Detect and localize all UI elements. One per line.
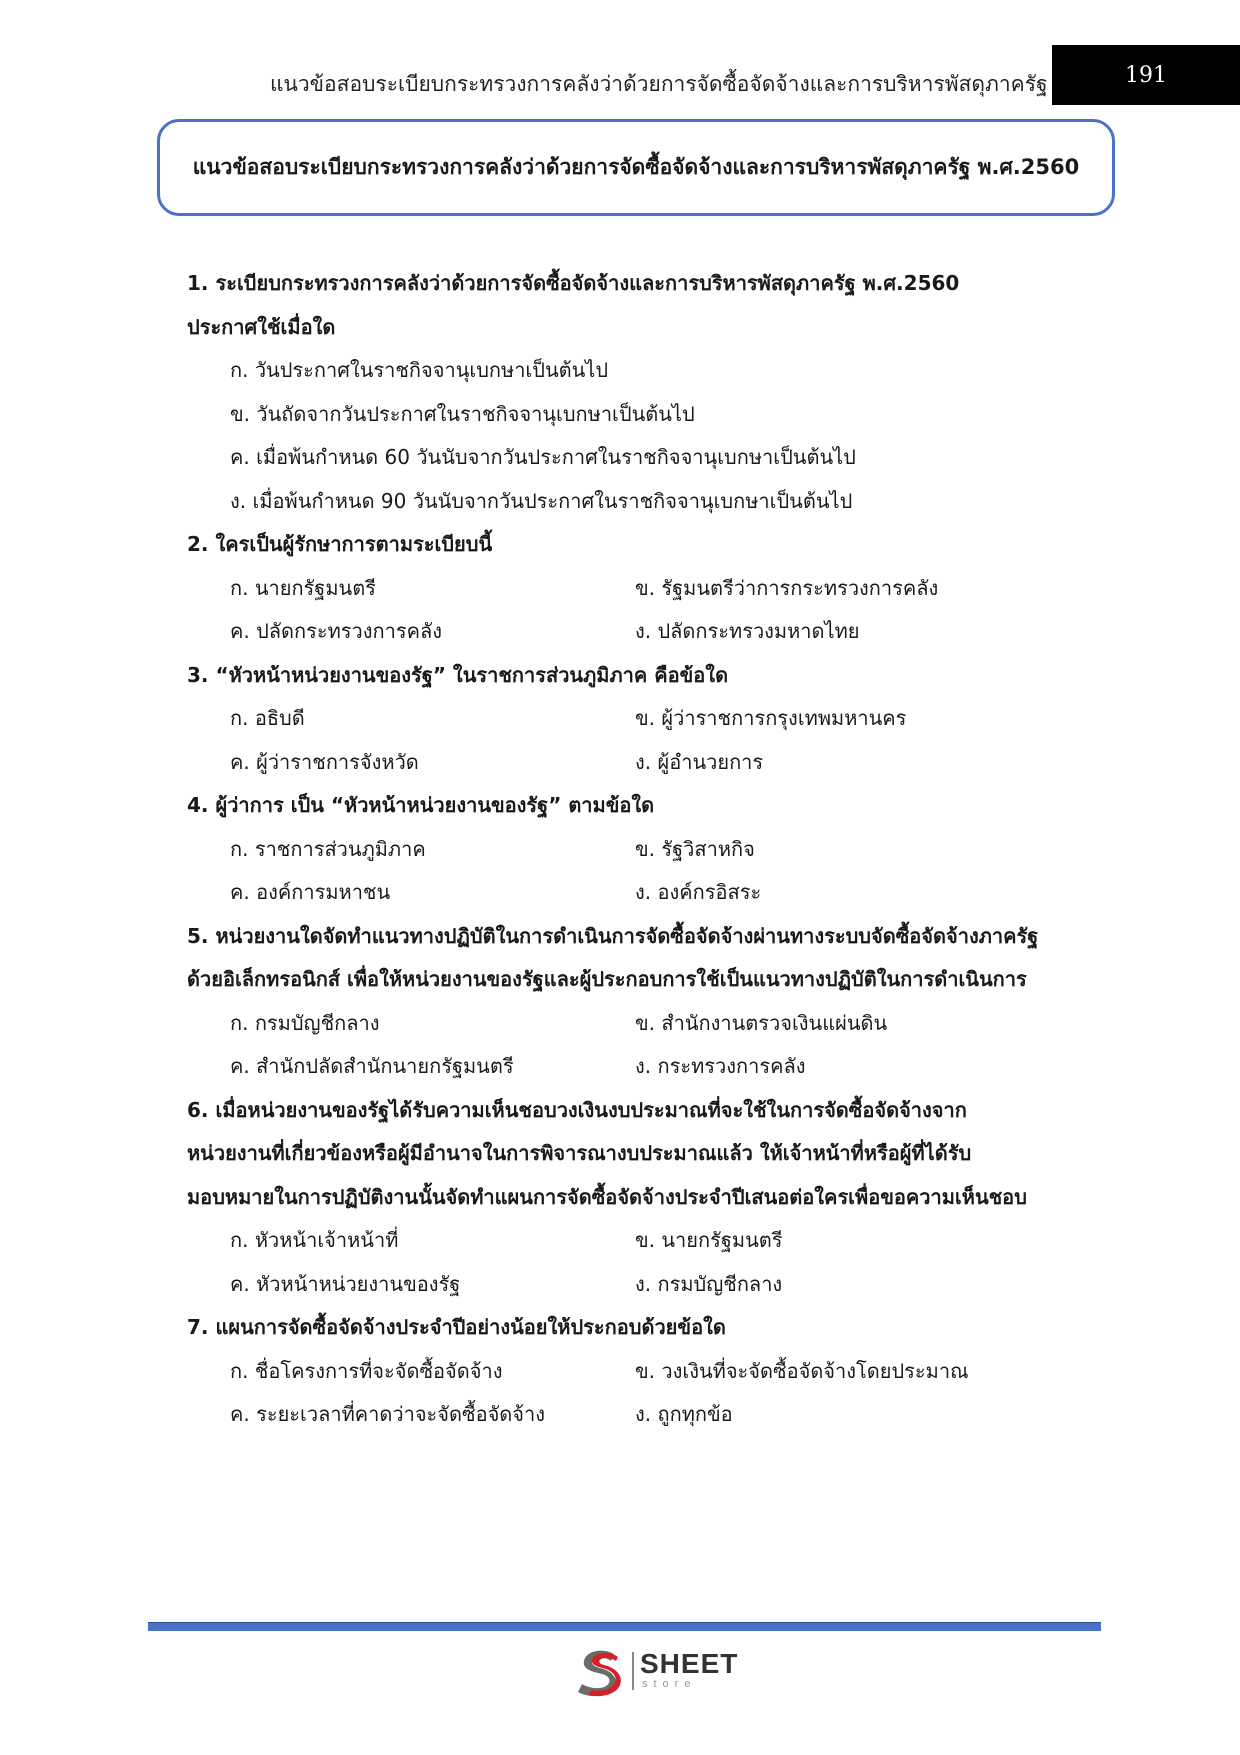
question-text: ด้วยอิเล็กทรอนิกส์ เพื่อให้หน่วยงานของรัฐและผู้ประกอบการใช้เป็นแนวทางปฏิบัติในการดำเนินการ [187, 967, 1027, 991]
choice-a: ก. ราชการส่วนภูมิภาค [230, 836, 426, 861]
choice-c: ค. หัวหน้าหน่วยงานของรัฐ [230, 1271, 461, 1296]
choice-a: ก. นายกรัฐมนตรี [230, 575, 376, 600]
s-logo-icon [574, 1648, 626, 1698]
footer-divider-bar [148, 1622, 1101, 1631]
choice-d: ง. กรมบัญชีกลาง [635, 1271, 783, 1296]
choice-b: ข. สำนักงานตรวจเงินแผ่นดิน [635, 1010, 888, 1035]
question-list [187, 262, 1087, 1437]
question-7 [187, 1306, 1087, 1437]
document-title: แนวข้อสอบระเบียบกระทรวงการคลังว่าด้วยการจัดซื้อจัดจ้างและการบริหารพัสดุภาครัฐ พ.ศ.2560 [192, 155, 1080, 179]
choice-d: ง. ปลัดกระทรวงมหาดไทย [635, 619, 860, 643]
question-text: หน่วยงานที่เกี่ยวข้องหรือผู้มีอำนาจในการพิจารณางบประมาณแล้ว ให้เจ้าหน้าที่หรือผู้ที่ได้รับ [187, 1141, 972, 1165]
logo-divider [632, 1652, 634, 1690]
question-text: 5. หน่วยงานใดจัดทำแนวทางปฏิบัติในการดำเนินการจัดซื้อจัดจ้างผ่านทางระบบจัดซื้อจัดจ้างภาครัฐ [187, 923, 1039, 948]
question-text: 7. แผนการจัดซื้อจัดจ้างประจำปีอย่างน้อยให้ประกอบด้วยข้อใด [187, 1315, 726, 1339]
choice-c: ค. สำนักปลัดสำนักนายกรัฐมนตรี [230, 1054, 514, 1078]
question-text: 2. ใครเป็นผู้รักษาการตามระเบียบนี้ [187, 532, 493, 556]
choice-b: ข. วงเงินที่จะจัดซื้อจัดจ้างโดยประมาณ [635, 1358, 969, 1383]
question-text: 6. เมื่อหน่วยงานของรัฐได้รับความเห็นชอบวงเงินงบประมาณที่จะใช้ในการจัดซื้อจัดจ้างจาก [187, 1097, 967, 1122]
choice-d: ง. ผู้อำนวยการ [635, 749, 764, 774]
question-text: 3. “หัวหน้าหน่วยงานของรัฐ” ในราชการส่วนภูมิภาค คือข้อใด [187, 662, 729, 687]
logo-text [640, 1648, 739, 1690]
question-6 [187, 1089, 1087, 1307]
question-text: มอบหมายในการปฏิบัติงานนั้นจัดทำแผนการจัดซื้อจัดจ้างประจำปีเสนอต่อใครเพื่อขอความเห็นชอบ [187, 1184, 1027, 1209]
choice-a: ก. อธิบดี [230, 706, 305, 730]
logo-main-text: SHEET [640, 1648, 739, 1679]
sheet-store-logo [574, 1648, 744, 1698]
question-text: 4. ผู้ว่าการ เป็น “หัวหน้าหน่วยงานของรัฐ” ตามข้อใด [187, 793, 655, 817]
question-4 [187, 784, 1087, 915]
choice-d: ง. เมื่อพ้นกำหนด 90 วันนับจากวันประกาศในราชกิจจานุเบกษาเป็นต้นไป [230, 488, 853, 513]
question-5 [187, 915, 1087, 1089]
running-header-title: แนวข้อสอบระเบียบกระทรวงการคลังว่าด้วยการจัดซื้อจัดจ้างและการบริหารพัสดุภาครัฐ [270, 72, 1048, 96]
choice-c: ค. องค์การมหาชน [230, 880, 391, 904]
question-1 [187, 262, 1087, 523]
question-2 [187, 523, 1087, 654]
page-number: 191 [1125, 62, 1167, 88]
choice-c: ค. เมื่อพ้นกำหนด 60 วันนับจากวันประกาศในราชกิจจานุเบกษาเป็นต้นไป [230, 445, 856, 469]
choice-c: ค. ผู้ว่าราชการจังหวัด [230, 749, 419, 774]
page-number-box [1052, 45, 1240, 105]
choice-b: ข. นายกรัฐมนตรี [635, 1228, 783, 1252]
choice-b: ข. รัฐมนตรีว่าการกระทรวงการคลัง [635, 575, 939, 600]
logo-sub-text: store [642, 1678, 697, 1690]
choice-d: ง. องค์กรอิสระ [635, 880, 762, 904]
choice-c: ค. ระยะเวลาที่คาดว่าจะจัดซื้อจัดจ้าง [230, 1402, 546, 1426]
choice-c: ค. ปลัดกระทรวงการคลัง [230, 619, 443, 643]
choice-a: ก. หัวหน้าเจ้าหน้าที่ [230, 1228, 399, 1252]
choice-a: ก. ชื่อโครงการที่จะจัดซื้อจัดจ้าง [230, 1358, 503, 1383]
choice-b: ข. รัฐวิสาหกิจ [635, 836, 755, 861]
document-title-box [157, 119, 1115, 216]
choice-d: ง. กระทรวงการคลัง [635, 1054, 806, 1078]
question-3 [187, 654, 1087, 785]
choice-b: ข. ผู้ว่าราชการกรุงเทพมหานคร [635, 706, 907, 730]
question-text: ประกาศใช้เมื่อใด [187, 314, 336, 339]
choice-a: ก. กรมบัญชีกลาง [230, 1010, 380, 1035]
choice-d: ง. ถูกทุกข้อ [635, 1402, 733, 1426]
choice-a: ก. วันประกาศในราชกิจจานุเบกษาเป็นต้นไป [230, 358, 609, 382]
question-text: 1. ระเบียบกระทรวงการคลังว่าด้วยการจัดซื้อจัดจ้างและการบริหารพัสดุภาครัฐ พ.ศ.2560 [187, 271, 960, 295]
choice-b: ข. วันถัดจากวันประกาศในราชกิจจานุเบกษาเป็นต้นไป [230, 401, 695, 426]
